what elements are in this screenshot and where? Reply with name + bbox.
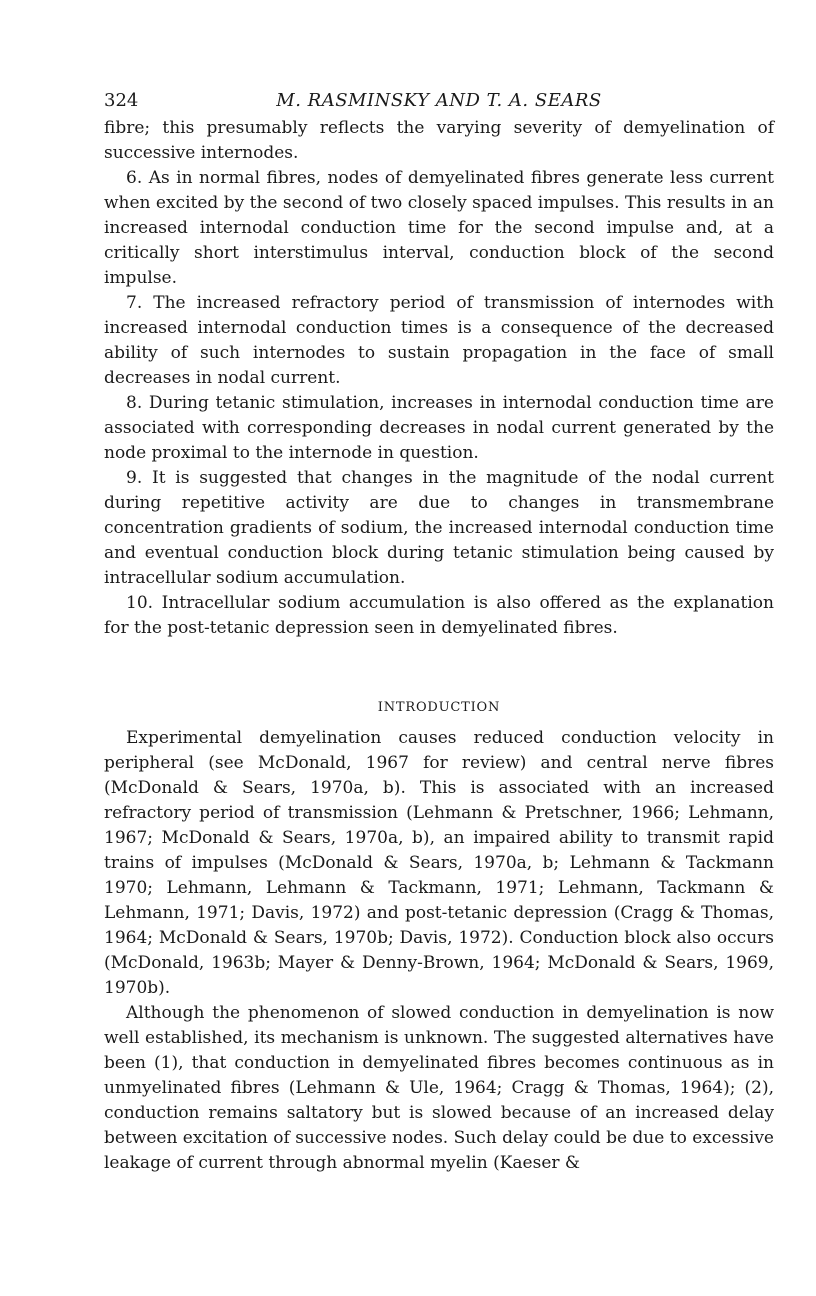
introduction-paragraph-1: Experimental demyelination causes reduced conduction velocity in peripheral (see McDonald, 1967 for review) and central nerve fibres (McDonald & Sears, 1970a, b). This is associated with an increased refractory period of transmission (Lehmann & Pretschner, 1966; Lehmann, 1967; McDonald & Sears, 1970a, b), an impaired ability to transmit rapid trains of impulses (McDonald & Sears, 1970a, b; Lehmann & Tackmann 1970; Lehmann, Lehmann & Tackmann, 1971; Lehmann, Tackmann & Lehmann, 1971; Davis, 1972) and post-tetanic depression (Cragg & Thomas, 1964; McDonald & Sears, 1970b; Davis, 1972). Conduction block also occurs (McDonald, 1963b; Mayer & Denny-Brown, 1964; McDonald & Sears, 1969, 1970b). [104,728,774,998]
summary-item-9: 9. It is suggested that changes in the magnitude of the nodal current during repetitive activity are due to changes in transmembrane concentration gradients of sodium, the increased internodal conduction time and eventual conduction block during tetanic stimulation being caused by intracellular sodium accumulation. [104,468,774,588]
page-number: 324 [104,90,139,111]
running-title: M. RASMINSKY AND T. A. SEARS [276,90,602,111]
page [104,86,774,1176]
summary-item-7: 7. The increased refractory period of transmission of internodes with increased internodal conduction times is a consequence of the decreased ability of such internodes to sustain propagation in the face of small decreases in nodal current. [104,293,774,388]
summary-item-10: 10. Intracellular sodium accumulation is also offered as the explanation for the post-tetanic depression seen in demyelinated fibres. [104,593,774,638]
section-heading-introduction: INTRODUCTION [377,700,501,715]
introduction-body [104,726,774,1176]
introduction-paragraph-2: Although the phenomenon of slowed conduction in demyelination is now well established, its mechanism is unknown. The suggested alternatives have been (1), that conduction in demyelinated fibres becomes continuous as in unmyelinated fibres (Lehmann & Ule, 1964; Cragg & Thomas, 1964); (2), conduction remains saltatory but is slowed because of an increased delay between excitation of successive nodes. Such delay could be due to excessive leakage of current through abnormal myelin (Kaeser & [104,1003,774,1173]
summary-item-5-continuation: fibre; this presumably reflects the varying severity of demyelination of successive internodes. [104,118,774,163]
summary-item-6: 6. As in normal fibres, nodes of demyelinated fibres generate less current when excited by the second of two closely spaced impulses. This results in an increased internodal conduction time for the second impulse and, at a critically short interstimulus interval, conduction block of the second impulse. [104,168,774,288]
summary-item-8: 8. During tetanic stimulation, increases in internodal conduction time are associated with corresponding decreases in nodal current generated by the node proximal to the internode in question. [104,393,774,463]
section-gap [104,641,774,659]
running-head [104,86,774,116]
summary-list [104,116,774,641]
